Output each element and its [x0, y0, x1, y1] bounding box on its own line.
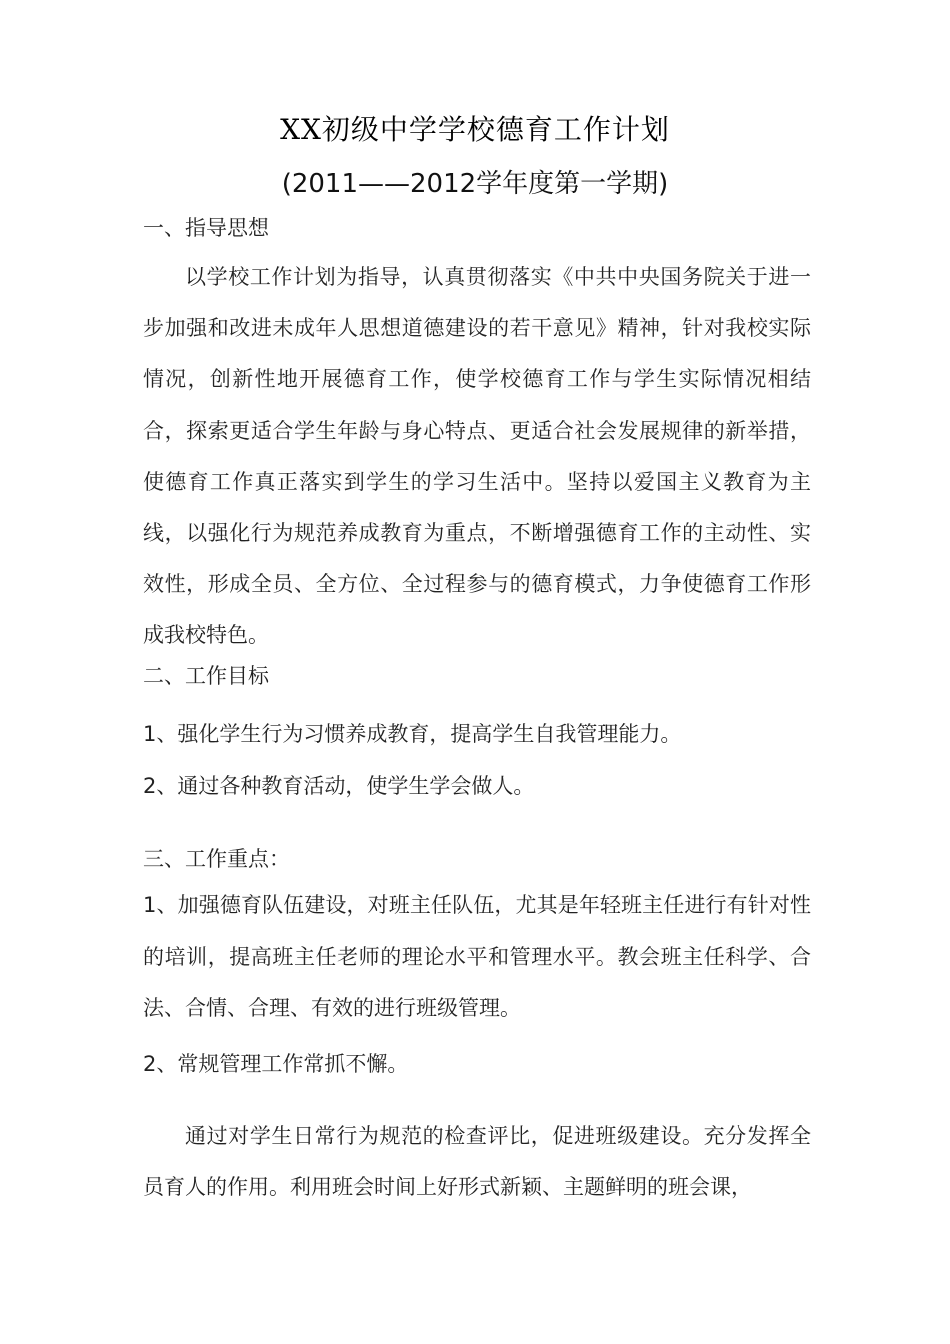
focus-item-2: 2、常规管理工作常抓不懈。: [143, 1052, 409, 1076]
section-heading-guiding-ideology: 一、指导思想: [143, 216, 269, 240]
document-subtitle: (2011——2012学年度第一学期): [281, 169, 669, 199]
section-heading-work-focus: 三、工作重点：: [143, 847, 290, 871]
focus-paragraph: 通过对学生日常行为规范的检查评比，促进班级建设。充分发挥全员育人的作用。利用班会时间上好形式新颖、主题鲜明的班会课，: [143, 1124, 811, 1200]
document-title: XX初级中学学校德育工作计划: [280, 113, 670, 146]
section-paragraph-guiding-ideology: 以学校工作计划为指导，认真贯彻落实《中共中央国务院关于进一步加强和改进未成年人思想道德建设的若干意见》精神，针对我校实际情况，创新性地开展德育工作，使学校德育工作与学生实际情况相结合，探索更适合学生年龄与身心特点、更适合社会发展规律的新举措，使德育工作真正落实到学生的学习生活中。坚持以爱国主义教育为主线，以强化行为规范养成教育为重点，不断增强德育工作的主动性、实效性，形成全员、全方位、全过程参与的德育模式，力争使德育工作形成我校特色。: [143, 265, 811, 648]
goal-item-1: 1、强化学生行为习惯养成教育，提高学生自我管理能力。: [143, 722, 682, 746]
focus-item-1: 1、加强德育队伍建设，对班主任队伍，尤其是年轻班主任进行有针对性的培训，提高班主任老师的理论水平和管理水平。教会班主任科学、合法、合情、合理、有效的进行班级管理。: [143, 893, 811, 1020]
goal-item-2: 2、通过各种教育活动，使学生学会做人。: [143, 774, 535, 798]
section-heading-work-goals: 二、工作目标: [143, 664, 269, 688]
